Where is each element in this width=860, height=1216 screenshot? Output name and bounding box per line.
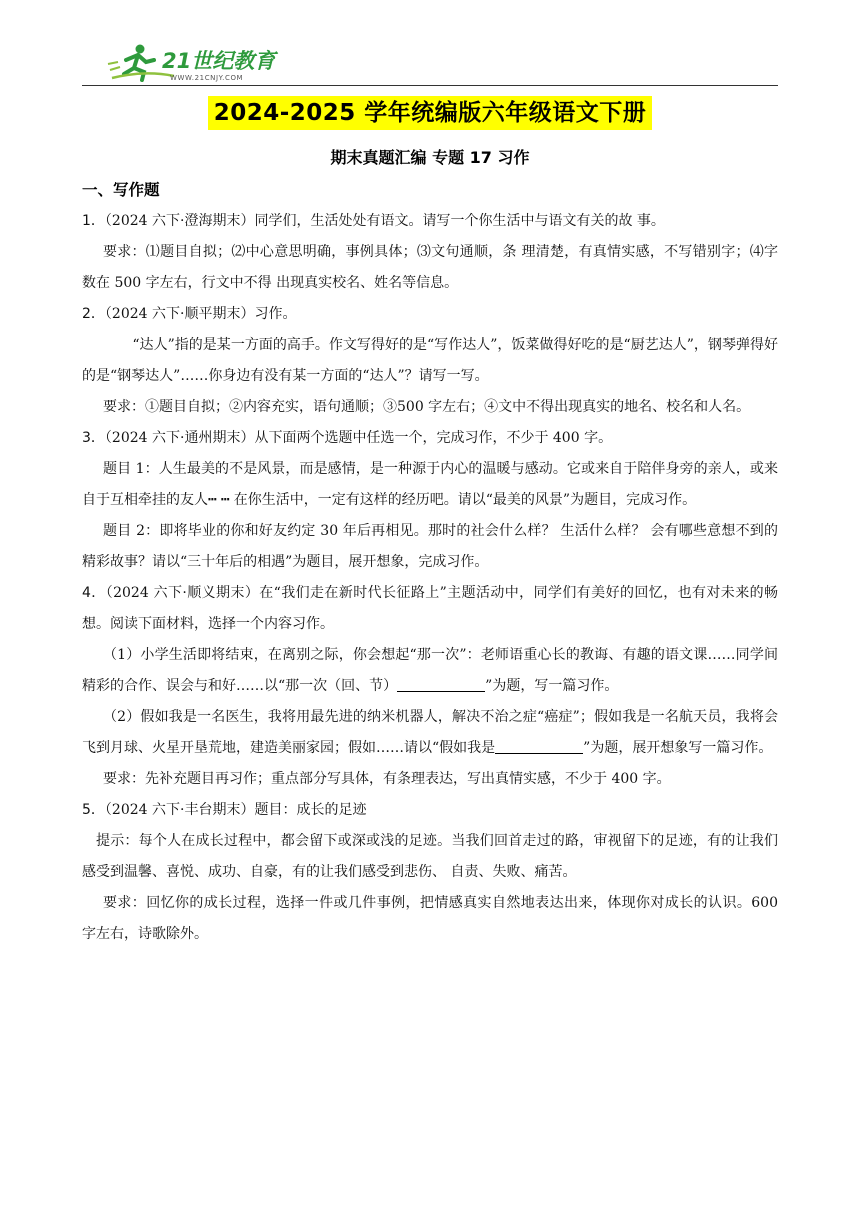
question-4-option-2 [82,702,778,764]
question-text: （2024 六下·顺义期末）在“我们走在新时代长征路上”主题活动中，同学们有美好的回忆，也有对未来的畅想。阅读下面材料，选择一个内容习作。 [82,585,778,632]
question-number: 2． [82,306,105,322]
title-wrap [0,96,860,130]
option-text: （2）假如我是一名医生，我将用最先进的纳米机器人，解决不治之症“癌症”；假如我是一名航天员，我将会飞到月球、火星开垦荒地，建造美丽家园；假如……请以“假如我是 [82,709,778,756]
question-3-topic-2: 题目 2：即将毕业的你和好友约定 30 年后再相见。那时的社会什么样？ 生活什么样？ 会有哪些意想不到的精彩故事？请以“三十年后的相遇”为题目，展开想象，完成习作。 [82,523,778,570]
option-text: （1）小学生活即将结束，在离别之际，你会想起“那一次”：老师语重心长的教诲、有趣的语文课……同学间精彩的合作、误会与和好……以“那一次（回、节） [82,647,778,694]
page-title: 2024-2025 学年统编版六年级语文下册 [208,96,653,130]
question-number: 3． [82,430,105,446]
question-number: 1． [82,213,105,229]
fill-blank [495,739,583,754]
question-5-hint: 提示：每个人在成长过程中，都会留下或深或浅的足迹。当我们回首走过的路，审视留下的足迹，有的让我们感受到温馨、喜悦、成功、自豪，有的让我们感受到悲伤、 自责、失败、痛苦。 [82,833,778,880]
question-list [82,206,778,950]
question-4 [82,578,778,640]
question-2-requirements: 要求：①题目自拟；②内容充实，语句通顺；③500 字左右；④文中不得出现真实的地名、校名和人名。 [103,399,751,415]
question-number: 4． [82,585,106,601]
logo-subtext: WWW.21CNJY.COM [170,74,244,82]
header-rule [82,85,778,86]
question-1-requirements: 要求：⑴题目自拟；⑵中心意思明确，事例具体；⑶文句通顺，条 理清楚，有真情实感，不写错别字；⑷字数在 500 字左右，行文中不得 出现真实校名、姓名等信息。 [82,244,778,291]
section-title: 一、写作题 [82,181,160,199]
page-subtitle: 期末真题汇编 专题 17 习作 [330,148,530,167]
question-2-body: “达人”指的是某一方面的高手。作文写得好的是“写作达人”，饭菜做得好吃的是“厨艺达人”，钢琴弹得好的是“钢琴达人”……你身边有没有某一方面的“达人”？请写一写。 [82,337,778,384]
runner-logo-icon [104,40,284,84]
question-4-option-1 [82,640,778,702]
question-3 [82,423,778,454]
question-text: （2024 六下·澄海期末）同学们，生活处处有语文。请写一个你生活中与语文有关的故 事。 [104,213,665,229]
question-5-requirements: 要求：回忆你的成长过程，选择一件或几件事例，把情感真实自然地表达出来，体现你对成长的认识。600 字左右，诗歌除外。 [82,895,778,942]
option-text-end: ”为题，写一篇习作。 [485,678,619,694]
question-2 [82,299,778,330]
question-5 [82,795,778,826]
fill-blank [397,677,485,692]
logo-text: 21世纪教育 [162,49,276,73]
brand-logo [104,40,284,84]
question-text: （2024 六下·通州期末）从下面两个选题中任选一个，完成习作，不少于 400 字。 [104,430,613,446]
question-1 [82,206,778,237]
question-4-requirements: 要求：先补充题目再习作；重点部分写具体，有条理表达，写出真情实感，不少于 400 字。 [103,771,671,787]
question-text: （2024 六下·丰台期末）题目：成长的足迹 [104,802,367,818]
question-text: （2024 六下·顺平期末）习作。 [104,306,297,322]
option-text-end: ”为题，展开想象写一篇习作。 [583,740,773,756]
question-3-topic-1: 题目 1：人生最美的不是风景，而是感情，是一种源于内心的温暖与感动。它或来自于陪伴身旁的亲人，或来自于互相牵挂的友人┅ ┅ 在你生活中，一定有这样的经历吧。请以“最美的风景”为题目，完成习作。 [82,461,778,508]
page-header [82,40,778,88]
question-number: 5． [82,802,105,818]
